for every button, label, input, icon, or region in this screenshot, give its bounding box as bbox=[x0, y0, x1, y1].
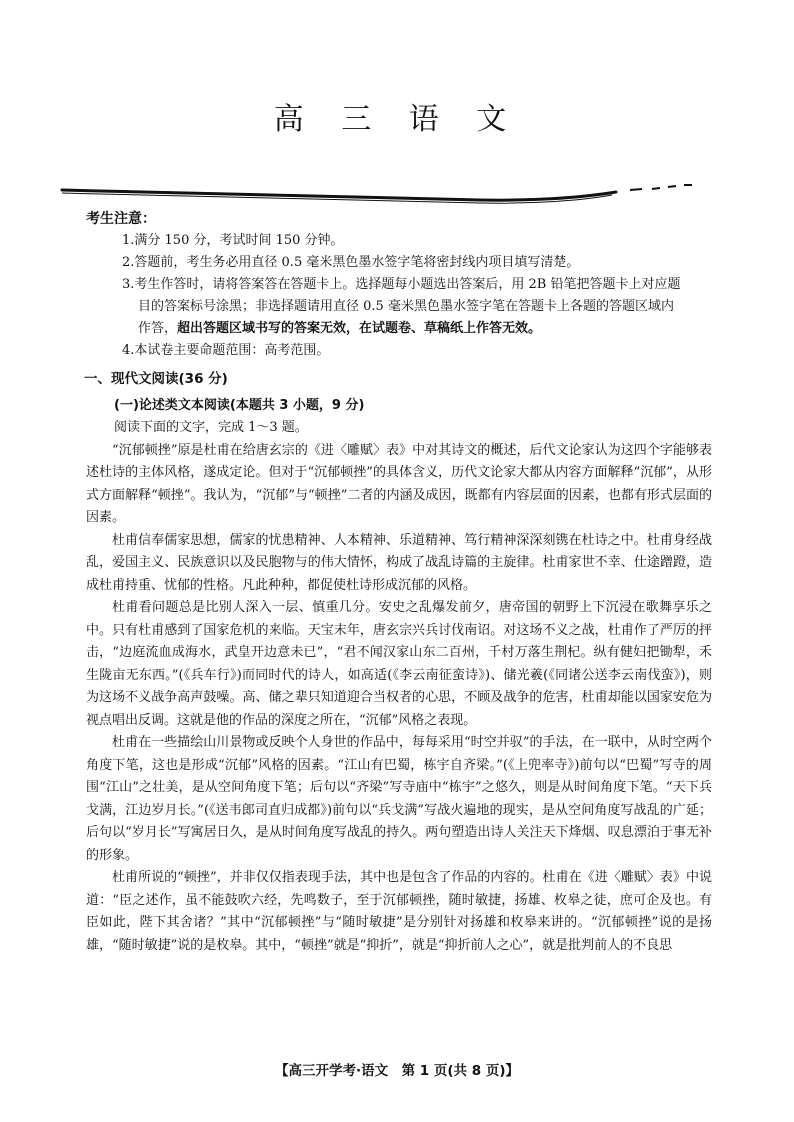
notice-item-3-line-3 bbox=[86, 318, 736, 340]
separator-line bbox=[60, 176, 720, 212]
paragraph: 杜甫信奉儒家思想，儒家的忧患精神、人本精神、乐道精神、笃行精神深深刻镌在杜诗之中。杜甫身经战乱，爱国主义、民族意识以及民胞物与的伟大情怀，构成了战乱诗篇的主旋律。杜甫家世不幸、仕途蹭蹬，造成杜甫持重、忧郁的性格。凡此种种，都促使杜诗形成沉郁的风格。 bbox=[86, 532, 712, 593]
notice-item-1: 1.满分 150 分，考试时间 150 分钟。 bbox=[122, 233, 344, 248]
notice-title: 考生注意： bbox=[86, 211, 156, 227]
page-title: 高 三 语 文 bbox=[273, 102, 521, 137]
reading-section bbox=[86, 368, 712, 957]
paragraph: 杜甫看问题总是比别人深入一层、慎重几分。安史之乱爆发前夕，唐帝国的朝野上下沉浸在歌舞享乐之中。只有杜甫感到了国家危机的来临。天宝末年，唐玄宗兴兵讨伐南诏。对这场不义之战，杜甫作了严厉的抨击，“边庭流血成海水，武皇开边意未已”，“君不闻汉家山东二百州，千村万落生荆杞。纵有健妇把锄犁，禾生陇亩无东西。”(《兵车行》)而同时代的诗人，如高适(《李云南征蛮诗》)、储光羲(《同诸公送李云南伐蛮》)，则为这场不义战争高声鼓噪。高、储之辈只知道迎合当权者的心思，不顾及战争的危害，杜甫却能以国家安危为视点唱出反调。这就是他的作品的深度之所在，“沉郁”风格之表现。 bbox=[86, 600, 712, 728]
reading-instruction: 阅读下面的文字，完成 1～3 题。 bbox=[114, 420, 308, 435]
notice-item-2: 2.答题前，考生务必用直径 0.5 毫米黑色墨水签字笔将密封线内项目填写清楚。 bbox=[122, 255, 580, 270]
notice-item-4: 4.本试卷主要命题范围：高考范围。 bbox=[122, 343, 330, 358]
notice-item-3: 3.考生作答时，请将答案答在答题卡上。选择题每小题选出答案后，用 2B 铅笔把答题卡上对应题 bbox=[122, 277, 681, 292]
paragraph: “沉郁顿挫”原是杜甫在给唐玄宗的《进〈雕赋〉表》中对其诗文的概述，后代文论家认为这四个字能够表述杜诗的主体风格，遂成定论。但对于“沉郁顿挫”的具体含义，历代文论家大都从内容方面解释“沉郁”，从形式方面解释“顿挫”。我认为，“沉郁”与“顿挫”二者的内涵及成因，既都有内容层面的因素，也都有形式层面的因素。 bbox=[86, 442, 712, 525]
page-footer: 【高三开学考·语文 第 1 页(共 8 页)】 bbox=[274, 1063, 520, 1079]
notice-item-3-line-2: 目的答案标号涂黑；非选择题请用直径 0.5 毫米黑色墨水签字笔在答题卡上各题的答题区域内 bbox=[138, 299, 674, 314]
exam-notice bbox=[86, 208, 736, 362]
paragraph: 杜甫所说的“顿挫”，并非仅仅指表现手法，其中也是包含了作品的内容的。杜甫在《进〈雕赋〉表》中说道：“臣之述作，虽不能鼓吹六经，先鸣数子，至于沉郁顿挫，随时敏捷，扬雄、枚皋之徒，庶可企及也。有臣如此，陛下其舍诸？”其中“沉郁顿挫”与“随时敏捷”是分别针对扬雄和枚皋来讲的。“沉郁顿挫”说的是扬雄，“随时敏捷”说的是枚皋。其中，“顿挫”就是“抑折”，就是“抑折前人之心”，就是批判前人的不良思 bbox=[86, 870, 712, 953]
section-title: 一、现代文阅读(36 分) bbox=[84, 371, 228, 387]
subsection-title: (一)论述类文本阅读(本题共 3 小题，9 分) bbox=[114, 397, 365, 413]
notice-item-3-text: 作答， bbox=[138, 321, 178, 336]
paragraph: 杜甫在一些描绘山川景物或反映个人身世的作品中，每每采用“时空并驭”的手法，在一联中，从时空两个角度下笔，这也是形成“沉郁”风格的因素。“江山有巴蜀，栋宇自齐梁。”(《上兜率寺》)前句以“巴蜀”写寺的周围“江山”之壮美，是从空间角度下笔；后句以“齐梁”写寺庙中“栋宇”之悠久，则是从时间角度下笔。“天下兵戈满，江边岁月长。”(《送韦郎司直归成都》)前句以“兵戈满”写战火遍地的现实，是从空间角度写战乱的广延；后句以“岁月长”写寓居日久，是从时间角度写战乱的持久。两句塑造出诗人关注天下烽烟、叹息漂泊于事无补的形象。 bbox=[86, 735, 712, 863]
notice-warning-bold: 超出答题区域书写的答案无效，在试题卷、草稿纸上作答无效。 bbox=[177, 321, 542, 336]
